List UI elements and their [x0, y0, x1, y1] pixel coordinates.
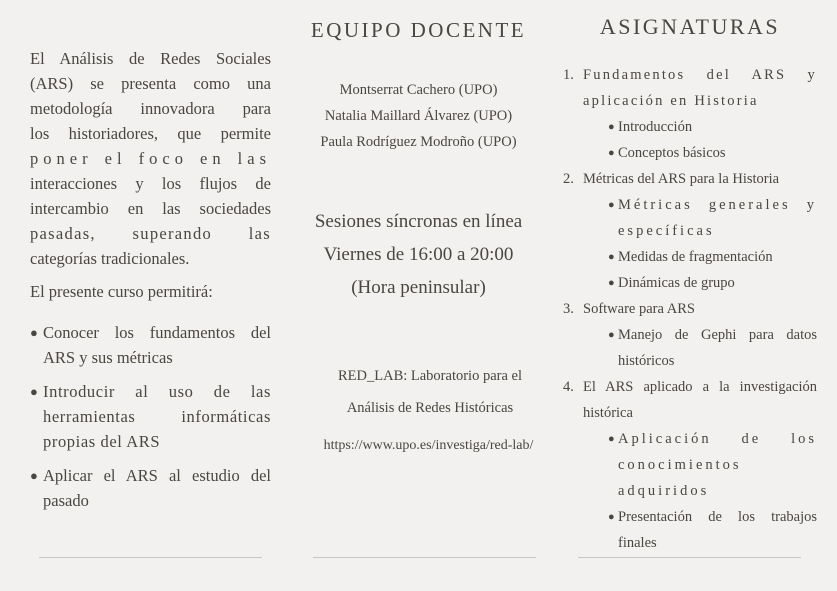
- divider: [578, 557, 801, 558]
- list-item: [30, 463, 271, 513]
- list-item: [30, 320, 271, 370]
- teaching-team-title: EQUIPO DOCENTE: [310, 18, 527, 42]
- left-column: [30, 46, 271, 522]
- subtopic-text: Presentación de los trabajos finales: [618, 509, 817, 551]
- sessions-line: (Hora peninsular): [351, 277, 486, 298]
- subjects-list: [563, 62, 817, 556]
- bullet-dot-icon: ●: [30, 325, 38, 340]
- bullet-dot-icon: ●: [608, 433, 618, 445]
- teacher-list: [300, 77, 537, 155]
- bullet-dot-icon: ●: [30, 384, 39, 399]
- bullet-dot-icon: ●: [608, 251, 615, 263]
- intro-line: interacciones y los flujos de: [30, 174, 271, 193]
- subject-item: [563, 166, 817, 296]
- subtopic-list: [583, 322, 817, 374]
- subject-label: Fundamentos del ARS y aplicación en Historia: [583, 67, 817, 109]
- subtopic-item: [608, 322, 817, 374]
- subtopic-text: Manejo de Gephi para datos históricos: [618, 327, 817, 369]
- divider: [313, 557, 536, 558]
- subtopic-list: [583, 426, 817, 556]
- subtopic-text: Introducción: [618, 119, 693, 135]
- intro-line: El Análisis de Redes Sociales: [30, 49, 271, 68]
- intro-line: (ARS) se presenta como una: [30, 74, 271, 93]
- subtopic-item: [608, 504, 817, 556]
- bullet-dot-icon: ●: [608, 147, 615, 159]
- intro-line: metodología innovadora para: [30, 99, 271, 118]
- list-item: [30, 379, 271, 454]
- bullet-dot-icon: ●: [608, 121, 615, 133]
- sessions-info: [300, 205, 537, 304]
- intro-line: pasadas, superando las: [30, 224, 271, 243]
- objective-text: Aplicar el ARS al estudio del pasado: [43, 466, 271, 510]
- bullet-dot-icon: ●: [608, 329, 615, 341]
- subtopic-item: [608, 114, 817, 140]
- intro-line: categorías tradicionales.: [30, 249, 190, 268]
- subtopic-item: [608, 426, 817, 504]
- subtopic-list: [583, 192, 817, 296]
- intro-line: intercambio en las sociedades: [30, 199, 271, 218]
- subtopic-text: Métricas generales y específicas: [618, 197, 817, 239]
- subtopic-text: Conceptos básicos: [618, 145, 726, 161]
- teacher-name: Natalia Maillard Álvarez (UPO): [324, 108, 513, 124]
- divider: [39, 557, 262, 558]
- subtopic-list: [583, 114, 817, 166]
- subject-label: Métricas del ARS para la Historia: [583, 171, 780, 187]
- subtopic-text: Medidas de fragmentación: [618, 249, 773, 265]
- subject-number: 4.: [563, 379, 574, 395]
- sessions-line: Sesiones síncronas en línea: [314, 211, 523, 232]
- objectives-list: [30, 320, 271, 513]
- bullet-dot-icon: ●: [608, 511, 615, 523]
- sessions-line: Viernes de 16:00 a 20:00: [323, 244, 514, 265]
- subject-label: El ARS aplicado a la investigación histórica: [583, 379, 817, 421]
- objective-text: Introducir al uso de las herramientas informáticas propias del ARS: [43, 382, 271, 451]
- bullet-dot-icon: ●: [608, 199, 618, 211]
- subtopic-item: [608, 244, 817, 270]
- bullet-dot-icon: ●: [30, 468, 38, 483]
- subtopic-item: [608, 192, 817, 244]
- lab-link[interactable]: https://www.upo.es/investiga/red-lab/: [323, 438, 534, 453]
- intro-line: poner el foco en las: [30, 149, 271, 168]
- subtopic-text: Dinámicas de grupo: [618, 275, 735, 291]
- subject-item: [563, 374, 817, 556]
- intro-paragraph: [30, 46, 271, 271]
- bullet-dot-icon: ●: [608, 277, 615, 289]
- subtopic-item: [608, 270, 817, 296]
- intro-line: los historiadores, que permite: [30, 124, 271, 143]
- subjects-title: ASIGNATURAS: [599, 14, 781, 39]
- teacher-name: Montserrat Cachero (UPO): [339, 82, 498, 98]
- teacher-name: Paula Rodríguez Modroño (UPO): [320, 134, 517, 150]
- subject-label: Software para ARS: [583, 301, 695, 317]
- objective-text: Conocer los fundamentos del ARS y sus métricas: [43, 323, 271, 367]
- subtopic-item: [608, 140, 817, 166]
- subtopic-text: Aplicación de los conocimientos adquiridos: [618, 431, 817, 499]
- lab-name: RED_LAB: Laboratorio para el Análisis de Redes Históricas: [337, 368, 522, 416]
- course-lead: El presente curso permitirá:: [30, 282, 213, 301]
- subject-item: [563, 296, 817, 374]
- subject-number: 2.: [563, 171, 574, 187]
- subject-number: 1.: [563, 67, 574, 83]
- subject-item: [563, 62, 817, 166]
- subject-number: 3.: [563, 301, 574, 317]
